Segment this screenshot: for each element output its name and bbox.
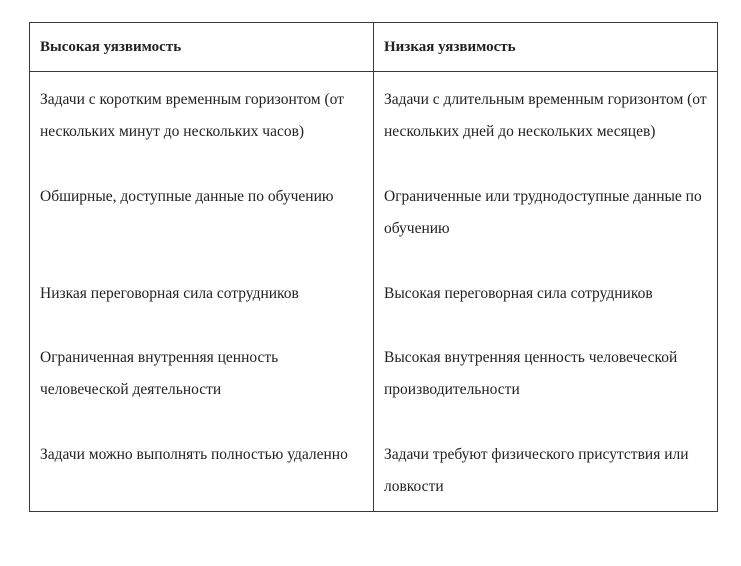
cell-text: Задачи с длительным временным горизонтом (от нескольких дней до нескольких месяцев) <box>384 91 707 140</box>
cell-high-vulnerability <box>30 278 374 342</box>
cell-low-vulnerability <box>374 342 718 439</box>
table-header-row <box>30 23 718 72</box>
cell-text: Задачи требуют физического присутствия или ловкости <box>384 446 689 495</box>
vulnerability-comparison-table <box>29 22 718 512</box>
cell-text: Обширные, доступные данные по обучению <box>40 188 334 205</box>
cell-high-vulnerability <box>30 72 374 182</box>
header-high-vulnerability: Высокая уязвимость <box>30 23 374 72</box>
cell-text: Низкая переговорная сила сотрудников <box>40 285 299 302</box>
cell-text: Высокая переговорная сила сотрудников <box>384 285 653 302</box>
table-row <box>30 72 718 182</box>
cell-high-vulnerability <box>30 181 374 278</box>
cell-low-vulnerability <box>374 72 718 182</box>
cell-high-vulnerability <box>30 439 374 512</box>
cell-text: Ограниченные или труднодоступные данные по обучению <box>384 188 702 237</box>
table-row <box>30 439 718 512</box>
table-row <box>30 342 718 439</box>
cell-low-vulnerability <box>374 278 718 342</box>
cell-text: Задачи можно выполнять полностью удаленно <box>40 446 348 463</box>
cell-text: Ограниченная внутренняя ценность человеческой деятельности <box>40 349 279 398</box>
table-row <box>30 181 718 278</box>
cell-high-vulnerability <box>30 342 374 439</box>
cell-low-vulnerability <box>374 439 718 512</box>
cell-text: Высокая внутренняя ценность человеческой производительности <box>384 349 678 398</box>
header-low-vulnerability: Низкая уязвимость <box>374 23 718 72</box>
table-row <box>30 278 718 342</box>
cell-text: Задачи с коротким временным горизонтом (от нескольких минут до нескольких часов) <box>40 91 344 140</box>
cell-low-vulnerability <box>374 181 718 278</box>
